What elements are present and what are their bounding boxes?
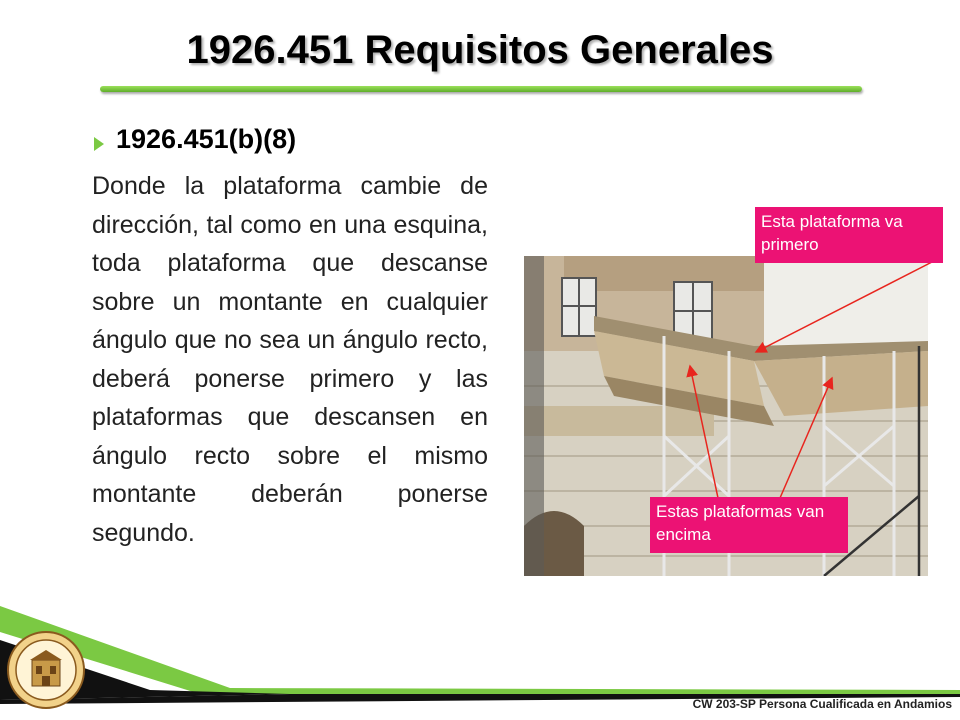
regulation-subheading: 1926.451(b)(8) xyxy=(116,124,297,154)
regulation-body-text: Donde la plataforma cambie de dirección, tal como en una esquina, toda plataforma que descanse sobre un montante en cualquier ángulo que no sea un ángulo recto, deberá ponerse primero y las plataformas que descansen en ángulo recto sobre el mismo montante deberán ponerse segundo. xyxy=(92,172,488,547)
footer-course-title: CW 203-SP Persona Cualificada en Andamios xyxy=(692,697,952,711)
slide-title: 1926.451 Requisitos Generales xyxy=(186,28,774,72)
label-platforms-go-on-top: Estas plataformas van encima xyxy=(650,497,848,553)
school-seal-logo xyxy=(6,630,86,710)
label-platform-goes-first: Esta plataforma va primero xyxy=(755,207,943,263)
